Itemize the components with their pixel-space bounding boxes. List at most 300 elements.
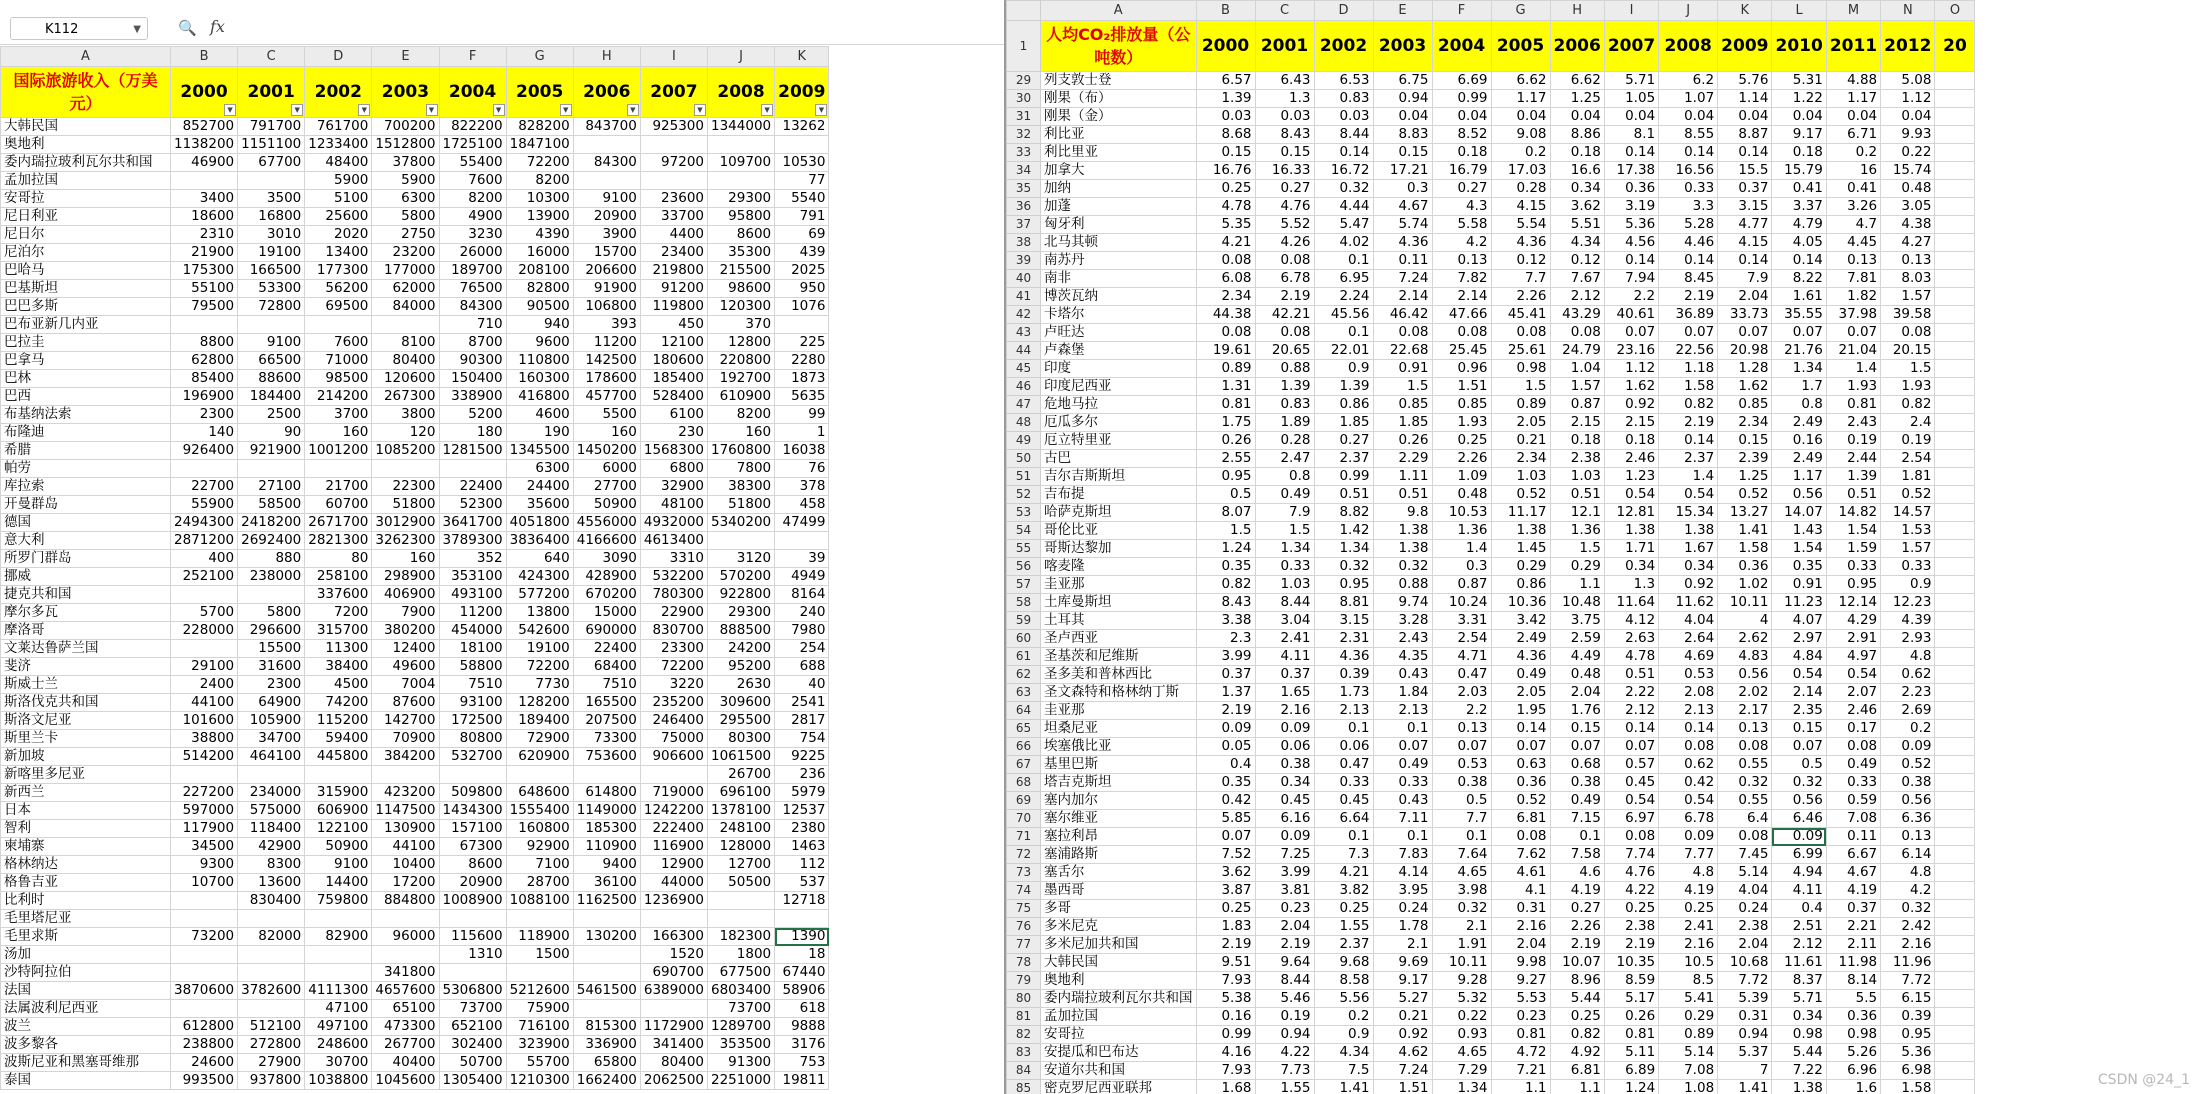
value-cell[interactable]: 0.52 xyxy=(1491,486,1550,504)
value-cell[interactable]: 0.47 xyxy=(1432,666,1491,684)
value-cell[interactable]: 352 xyxy=(439,550,506,568)
year-header-cell[interactable]: 2004 xyxy=(1432,21,1491,72)
country-cell[interactable]: 塔吉克斯坦 xyxy=(1041,774,1197,792)
value-cell[interactable]: 815300 xyxy=(573,1018,640,1036)
value-cell[interactable]: 165500 xyxy=(573,694,640,712)
row-number[interactable]: 58 xyxy=(1007,594,1041,612)
value-cell[interactable]: 13600 xyxy=(238,874,305,892)
value-cell[interactable]: 570200 xyxy=(708,568,775,586)
country-cell[interactable]: 塞舌尔 xyxy=(1041,864,1197,882)
value-cell[interactable] xyxy=(640,1000,707,1018)
value-cell[interactable]: 6.43 xyxy=(1255,72,1314,90)
value-cell[interactable]: 0.04 xyxy=(1604,108,1658,126)
value-cell[interactable]: 10400 xyxy=(372,856,439,874)
value-cell[interactable]: 1.25 xyxy=(1550,90,1604,108)
value-cell[interactable]: 2.34 xyxy=(1196,288,1255,306)
value-cell[interactable]: 0.18 xyxy=(1432,144,1491,162)
value-cell[interactable]: 27900 xyxy=(238,1054,305,1072)
value-cell[interactable]: 8200 xyxy=(506,172,573,190)
value-cell[interactable]: 2.55 xyxy=(1196,450,1255,468)
value-cell[interactable]: 7.5 xyxy=(1314,1062,1373,1080)
value-cell[interactable]: 3.3 xyxy=(1659,198,1718,216)
value-cell[interactable]: 3.15 xyxy=(1718,198,1772,216)
value-cell[interactable]: 2.03 xyxy=(1432,684,1491,702)
value-cell[interactable]: 2.37 xyxy=(1314,450,1373,468)
value-cell[interactable]: 0.87 xyxy=(1432,576,1491,594)
country-cell[interactable]: 奥地利 xyxy=(1041,972,1197,990)
value-cell[interactable]: 1.1 xyxy=(1550,1080,1604,1094)
value-cell[interactable]: 0.86 xyxy=(1491,576,1550,594)
value-cell[interactable]: 17.03 xyxy=(1491,162,1550,180)
value-cell[interactable]: 0.34 xyxy=(1255,774,1314,792)
country-cell[interactable]: 加拿大 xyxy=(1041,162,1197,180)
country-cell[interactable]: 基里巴斯 xyxy=(1041,756,1197,774)
year-header-cell[interactable] xyxy=(238,67,305,118)
value-cell[interactable]: 1.12 xyxy=(1881,90,1935,108)
country-cell[interactable]: 尼泊尔 xyxy=(1,244,171,262)
value-cell[interactable]: 73200 xyxy=(171,928,238,946)
value-cell[interactable]: 14.07 xyxy=(1772,504,1826,522)
value-cell[interactable]: 8200 xyxy=(439,190,506,208)
value-cell[interactable]: 3500 xyxy=(238,190,305,208)
value-cell[interactable]: 0.1 xyxy=(1314,828,1373,846)
value-cell[interactable] xyxy=(640,910,707,928)
value-cell[interactable]: 4.21 xyxy=(1314,864,1373,882)
value-cell[interactable]: 7.08 xyxy=(1659,1062,1718,1080)
value-cell[interactable]: 473300 xyxy=(372,1018,439,1036)
value-cell[interactable] xyxy=(1935,450,1975,468)
value-cell[interactable]: 10.11 xyxy=(1432,954,1491,972)
value-cell[interactable]: 73700 xyxy=(708,1000,775,1018)
value-cell[interactable]: 7004 xyxy=(372,676,439,694)
value-cell[interactable]: 0.08 xyxy=(1550,324,1604,342)
value-cell[interactable]: 0.83 xyxy=(1314,90,1373,108)
value-cell[interactable]: 5.44 xyxy=(1772,1044,1826,1062)
value-cell[interactable]: 10.07 xyxy=(1550,954,1604,972)
country-cell[interactable]: 比利时 xyxy=(1,892,171,910)
row-number[interactable]: 53 xyxy=(1007,504,1041,522)
value-cell[interactable]: 5.74 xyxy=(1373,216,1432,234)
country-cell[interactable]: 大韩民国 xyxy=(1041,954,1197,972)
country-cell[interactable]: 危地马拉 xyxy=(1041,396,1197,414)
value-cell[interactable] xyxy=(1935,306,1975,324)
value-cell[interactable]: 888500 xyxy=(708,622,775,640)
value-cell[interactable]: 62000 xyxy=(372,280,439,298)
value-cell[interactable]: 20.15 xyxy=(1881,342,1935,360)
value-cell[interactable]: 0.33 xyxy=(1373,774,1432,792)
header-title-cell[interactable]: 国际旅游收入（万美元） xyxy=(1,67,171,118)
value-cell[interactable]: 0.29 xyxy=(1491,558,1550,576)
country-cell[interactable]: 圣文森特和格林纳丁斯 xyxy=(1041,684,1197,702)
value-cell[interactable]: 2.4 xyxy=(1881,414,1935,432)
value-cell[interactable]: 0.42 xyxy=(1659,774,1718,792)
value-cell[interactable]: 5.53 xyxy=(1491,990,1550,1008)
country-cell[interactable]: 圣基茨和尼维斯 xyxy=(1041,648,1197,666)
value-cell[interactable]: 11.23 xyxy=(1772,594,1826,612)
value-cell[interactable]: 69 xyxy=(775,226,829,244)
value-cell[interactable]: 0.52 xyxy=(1491,792,1550,810)
value-cell[interactable]: 3.31 xyxy=(1432,612,1491,630)
value-cell[interactable]: 4.65 xyxy=(1432,1044,1491,1062)
value-cell[interactable] xyxy=(573,946,640,964)
value-cell[interactable]: 20900 xyxy=(573,208,640,226)
value-cell[interactable]: 5500 xyxy=(573,406,640,424)
value-cell[interactable]: 90 xyxy=(238,424,305,442)
value-cell[interactable]: 1.75 xyxy=(1196,414,1255,432)
value-cell[interactable]: 1.02 xyxy=(1718,576,1772,594)
value-cell[interactable]: 0.14 xyxy=(1659,720,1718,738)
country-cell[interactable]: 巴拿马 xyxy=(1,352,171,370)
value-cell[interactable]: 6.78 xyxy=(1659,810,1718,828)
row-number[interactable]: 76 xyxy=(1007,918,1041,936)
country-cell[interactable]: 博茨瓦纳 xyxy=(1041,288,1197,306)
value-cell[interactable]: 4.22 xyxy=(1255,1044,1314,1062)
value-cell[interactable]: 4.34 xyxy=(1550,234,1604,252)
value-cell[interactable]: 759800 xyxy=(305,892,372,910)
value-cell[interactable]: 4556000 xyxy=(573,514,640,532)
value-cell[interactable] xyxy=(1935,1062,1975,1080)
value-cell[interactable]: 1.81 xyxy=(1881,468,1935,486)
value-cell[interactable]: 10700 xyxy=(171,874,238,892)
value-cell[interactable]: 65100 xyxy=(372,1000,439,1018)
value-cell[interactable]: 7.93 xyxy=(1196,972,1255,990)
value-cell[interactable]: 1.83 xyxy=(1196,918,1255,936)
value-cell[interactable]: 185300 xyxy=(573,820,640,838)
value-cell[interactable]: 1172900 xyxy=(640,1018,707,1036)
country-cell[interactable]: 塞拉利昂 xyxy=(1041,828,1197,846)
value-cell[interactable]: 4.2 xyxy=(1432,234,1491,252)
value-cell[interactable]: 0.37 xyxy=(1718,180,1772,198)
value-cell[interactable]: 2.12 xyxy=(1772,936,1826,954)
value-cell[interactable]: 0.41 xyxy=(1772,180,1826,198)
column-header[interactable]: D xyxy=(1314,1,1373,21)
value-cell[interactable]: 1147500 xyxy=(372,802,439,820)
value-cell[interactable]: 12900 xyxy=(640,856,707,874)
value-cell[interactable]: 47.66 xyxy=(1432,306,1491,324)
value-cell[interactable]: 15500 xyxy=(238,640,305,658)
value-cell[interactable]: 2.2 xyxy=(1432,702,1491,720)
value-cell[interactable]: 1.95 xyxy=(1491,702,1550,720)
value-cell[interactable]: 160 xyxy=(708,424,775,442)
row-number[interactable]: 54 xyxy=(1007,522,1041,540)
value-cell[interactable]: 2.46 xyxy=(1826,702,1880,720)
value-cell[interactable] xyxy=(506,964,573,982)
value-cell[interactable]: 234000 xyxy=(238,784,305,802)
value-cell[interactable]: 45.41 xyxy=(1491,306,1550,324)
value-cell[interactable]: 1.34 xyxy=(1432,1080,1491,1094)
value-cell[interactable]: 2.11 xyxy=(1826,936,1880,954)
value-cell[interactable]: 606900 xyxy=(305,802,372,820)
value-cell[interactable]: 128200 xyxy=(506,694,573,712)
filter-dropdown-icon[interactable]: ▼ xyxy=(493,104,505,116)
value-cell[interactable]: 58906 xyxy=(775,982,829,1000)
value-cell[interactable]: 4.21 xyxy=(1196,234,1255,252)
value-cell[interactable]: 652100 xyxy=(439,1018,506,1036)
value-cell[interactable] xyxy=(1935,990,1975,1008)
value-cell[interactable]: 0.04 xyxy=(1491,108,1550,126)
value-cell[interactable]: 0.9 xyxy=(1314,1026,1373,1044)
value-cell[interactable] xyxy=(1935,702,1975,720)
value-cell[interactable]: 1236900 xyxy=(640,892,707,910)
value-cell[interactable] xyxy=(708,910,775,928)
value-cell[interactable]: 0.92 xyxy=(1604,396,1658,414)
value-cell[interactable] xyxy=(305,946,372,964)
value-cell[interactable]: 7.93 xyxy=(1196,1062,1255,1080)
value-cell[interactable]: 9.8 xyxy=(1373,504,1432,522)
value-cell[interactable]: 13400 xyxy=(305,244,372,262)
value-cell[interactable]: 0.82 xyxy=(1550,1026,1604,1044)
value-cell[interactable]: 9400 xyxy=(573,856,640,874)
value-cell[interactable]: 0.04 xyxy=(1550,108,1604,126)
value-cell[interactable] xyxy=(1935,882,1975,900)
country-cell[interactable]: 多米尼克 xyxy=(1041,918,1197,936)
value-cell[interactable]: 1.55 xyxy=(1314,918,1373,936)
value-cell[interactable]: 0.35 xyxy=(1196,774,1255,792)
value-cell[interactable]: 4.15 xyxy=(1718,234,1772,252)
value-cell[interactable]: 0.18 xyxy=(1604,432,1658,450)
column-header[interactable]: M xyxy=(1826,1,1880,21)
value-cell[interactable]: 1.55 xyxy=(1255,1080,1314,1094)
value-cell[interactable]: 1.4 xyxy=(1659,468,1718,486)
value-cell[interactable] xyxy=(506,910,573,928)
value-cell[interactable]: 1.5 xyxy=(1550,540,1604,558)
value-cell[interactable]: 7.83 xyxy=(1373,846,1432,864)
value-cell[interactable]: 0.11 xyxy=(1373,252,1432,270)
value-cell[interactable]: 160800 xyxy=(506,820,573,838)
value-cell[interactable]: 196900 xyxy=(171,388,238,406)
filter-dropdown-icon[interactable]: ▼ xyxy=(815,104,827,116)
country-cell[interactable]: 卢旺达 xyxy=(1041,324,1197,342)
value-cell[interactable]: 70900 xyxy=(372,730,439,748)
value-cell[interactable]: 16.72 xyxy=(1314,162,1373,180)
value-cell[interactable]: 4657600 xyxy=(372,982,439,1000)
value-cell[interactable]: 20900 xyxy=(439,874,506,892)
value-cell[interactable]: 1045600 xyxy=(372,1072,439,1090)
value-cell[interactable]: 0.32 xyxy=(1373,558,1432,576)
filter-dropdown-icon[interactable]: ▼ xyxy=(358,104,370,116)
value-cell[interactable]: 4.26 xyxy=(1255,234,1314,252)
value-cell[interactable]: 46900 xyxy=(171,154,238,172)
value-cell[interactable]: 4.11 xyxy=(1772,882,1826,900)
value-cell[interactable]: 2.05 xyxy=(1491,414,1550,432)
value-cell[interactable]: 23300 xyxy=(640,640,707,658)
value-cell[interactable]: 0.24 xyxy=(1373,900,1432,918)
value-cell[interactable]: 0.14 xyxy=(1314,144,1373,162)
value-cell[interactable]: 4.15 xyxy=(1491,198,1550,216)
row-number[interactable]: 67 xyxy=(1007,756,1041,774)
value-cell[interactable] xyxy=(1935,1026,1975,1044)
value-cell[interactable]: 0.53 xyxy=(1659,666,1718,684)
value-cell[interactable]: 0.4 xyxy=(1196,756,1255,774)
value-cell[interactable]: 1.7 xyxy=(1772,378,1826,396)
value-cell[interactable]: 0.08 xyxy=(1196,252,1255,270)
value-cell[interactable]: 21900 xyxy=(171,244,238,262)
chevron-down-icon[interactable]: ▼ xyxy=(133,24,141,35)
column-header[interactable]: C xyxy=(1255,1,1314,21)
value-cell[interactable]: 0.1 xyxy=(1314,324,1373,342)
value-cell[interactable]: 445800 xyxy=(305,748,372,766)
value-cell[interactable]: 6.64 xyxy=(1314,810,1373,828)
value-cell[interactable]: 7510 xyxy=(439,676,506,694)
value-cell[interactable]: 0.1 xyxy=(1373,828,1432,846)
value-cell[interactable]: 7.72 xyxy=(1881,972,1935,990)
value-cell[interactable]: 7.24 xyxy=(1373,270,1432,288)
value-cell[interactable]: 6000 xyxy=(573,460,640,478)
value-cell[interactable]: 337600 xyxy=(305,586,372,604)
value-cell[interactable]: 0.54 xyxy=(1659,486,1718,504)
value-cell[interactable]: 7 xyxy=(1718,1062,1772,1080)
value-cell[interactable]: 0.5 xyxy=(1432,792,1491,810)
value-cell[interactable]: 73700 xyxy=(439,1000,506,1018)
country-cell[interactable]: 利比里亚 xyxy=(1041,144,1197,162)
year-header-cell[interactable]: 2006 xyxy=(1550,21,1604,72)
value-cell[interactable]: 0.95 xyxy=(1196,468,1255,486)
row-number[interactable]: 71 xyxy=(1007,828,1041,846)
value-cell[interactable]: 2.49 xyxy=(1772,450,1826,468)
value-cell[interactable]: 42900 xyxy=(238,838,305,856)
value-cell[interactable]: 0.32 xyxy=(1314,558,1373,576)
value-cell[interactable]: 0.25 xyxy=(1604,900,1658,918)
value-cell[interactable] xyxy=(1935,162,1975,180)
value-cell[interactable]: 2.19 xyxy=(1196,936,1255,954)
value-cell[interactable]: 1001200 xyxy=(305,442,372,460)
value-cell[interactable]: 0.14 xyxy=(1659,144,1718,162)
value-cell[interactable]: 791 xyxy=(775,208,829,226)
country-cell[interactable]: 格林纳达 xyxy=(1,856,171,874)
value-cell[interactable]: 98500 xyxy=(305,370,372,388)
value-cell[interactable]: 2.13 xyxy=(1659,702,1718,720)
value-cell[interactable]: 9.93 xyxy=(1881,126,1935,144)
value-cell[interactable] xyxy=(1935,90,1975,108)
value-cell[interactable]: 0.07 xyxy=(1432,738,1491,756)
value-cell[interactable]: 5.11 xyxy=(1604,1044,1658,1062)
value-cell[interactable]: 2.14 xyxy=(1772,684,1826,702)
column-header[interactable]: B xyxy=(1196,1,1255,21)
column-header[interactable]: D xyxy=(305,47,372,67)
value-cell[interactable]: 0.22 xyxy=(1881,144,1935,162)
value-cell[interactable]: 97200 xyxy=(640,154,707,172)
value-cell[interactable]: 12700 xyxy=(708,856,775,874)
value-cell[interactable]: 5540 xyxy=(775,190,829,208)
year-header-cell[interactable]: 2010 xyxy=(1772,21,1826,72)
value-cell[interactable]: 0.8 xyxy=(1772,396,1826,414)
value-cell[interactable]: 4.04 xyxy=(1718,882,1772,900)
row-number[interactable]: 72 xyxy=(1007,846,1041,864)
value-cell[interactable]: 9.27 xyxy=(1491,972,1550,990)
value-cell[interactable]: 4.38 xyxy=(1881,216,1935,234)
value-cell[interactable]: 1.51 xyxy=(1432,378,1491,396)
value-cell[interactable]: 18600 xyxy=(171,208,238,226)
value-cell[interactable]: 2.14 xyxy=(1432,288,1491,306)
value-cell[interactable]: 8.52 xyxy=(1432,126,1491,144)
value-cell[interactable]: 1.25 xyxy=(1718,468,1772,486)
value-cell[interactable]: 338900 xyxy=(439,388,506,406)
value-cell[interactable] xyxy=(1935,684,1975,702)
value-cell[interactable]: 180600 xyxy=(640,352,707,370)
value-cell[interactable]: 0.1 xyxy=(1550,828,1604,846)
value-cell[interactable]: 12718 xyxy=(775,892,829,910)
value-cell[interactable] xyxy=(1935,558,1975,576)
value-cell[interactable]: 4.02 xyxy=(1314,234,1373,252)
filter-dropdown-icon[interactable]: ▼ xyxy=(761,104,773,116)
value-cell[interactable]: 8.03 xyxy=(1881,270,1935,288)
value-cell[interactable]: 16.56 xyxy=(1659,162,1718,180)
row-number[interactable]: 85 xyxy=(1007,1080,1041,1094)
row-number[interactable]: 65 xyxy=(1007,720,1041,738)
value-cell[interactable]: 2.41 xyxy=(1255,630,1314,648)
country-cell[interactable]: 智利 xyxy=(1,820,171,838)
name-box[interactable] xyxy=(10,17,148,40)
value-cell[interactable]: 10.24 xyxy=(1432,594,1491,612)
value-cell[interactable]: 0.14 xyxy=(1604,144,1658,162)
value-cell[interactable] xyxy=(1935,144,1975,162)
value-cell[interactable]: 2630 xyxy=(708,676,775,694)
value-cell[interactable]: 5.76 xyxy=(1718,72,1772,90)
value-cell[interactable]: 828200 xyxy=(506,118,573,136)
row-number[interactable]: 63 xyxy=(1007,684,1041,702)
value-cell[interactable]: 8.37 xyxy=(1772,972,1826,990)
value-cell[interactable]: 0.35 xyxy=(1772,558,1826,576)
value-cell[interactable]: 33.73 xyxy=(1718,306,1772,324)
value-cell[interactable]: 4.35 xyxy=(1373,648,1432,666)
value-cell[interactable]: 8164 xyxy=(775,586,829,604)
value-cell[interactable]: 384200 xyxy=(372,748,439,766)
value-cell[interactable] xyxy=(708,532,775,550)
column-header[interactable]: O xyxy=(1935,1,1975,21)
value-cell[interactable]: 677500 xyxy=(708,964,775,982)
value-cell[interactable]: 0.68 xyxy=(1550,756,1604,774)
value-cell[interactable]: 228000 xyxy=(171,622,238,640)
value-cell[interactable]: 180 xyxy=(439,424,506,442)
value-cell[interactable]: 4.65 xyxy=(1432,864,1491,882)
value-cell[interactable]: 0.21 xyxy=(1491,432,1550,450)
value-cell[interactable]: 55100 xyxy=(171,280,238,298)
value-cell[interactable]: 178600 xyxy=(573,370,640,388)
value-cell[interactable]: 0.03 xyxy=(1314,108,1373,126)
value-cell[interactable]: 690700 xyxy=(640,964,707,982)
value-cell[interactable]: 0.36 xyxy=(1826,1008,1880,1026)
value-cell[interactable]: 79500 xyxy=(171,298,238,316)
value-cell[interactable]: 925300 xyxy=(640,118,707,136)
value-cell[interactable]: 50900 xyxy=(305,838,372,856)
value-cell[interactable] xyxy=(171,892,238,910)
country-cell[interactable]: 委内瑞拉玻利瓦尔共和国 xyxy=(1,154,171,172)
value-cell[interactable]: 0.26 xyxy=(1196,432,1255,450)
value-cell[interactable]: 0.91 xyxy=(1373,360,1432,378)
column-header[interactable]: B xyxy=(171,47,238,67)
value-cell[interactable]: 2.35 xyxy=(1772,702,1826,720)
value-cell[interactable]: 8.07 xyxy=(1196,504,1255,522)
value-cell[interactable] xyxy=(708,172,775,190)
value-cell[interactable]: 0.14 xyxy=(1718,252,1772,270)
value-cell[interactable]: 0.56 xyxy=(1772,486,1826,504)
value-cell[interactable]: 2.23 xyxy=(1881,684,1935,702)
value-cell[interactable]: 8200 xyxy=(708,406,775,424)
value-cell[interactable]: 0.4 xyxy=(1772,900,1826,918)
value-cell[interactable]: 2692400 xyxy=(238,532,305,550)
value-cell[interactable]: 0.14 xyxy=(1604,252,1658,270)
value-cell[interactable]: 1.08 xyxy=(1659,1080,1718,1094)
value-cell[interactable]: 0.98 xyxy=(1491,360,1550,378)
value-cell[interactable]: 6.71 xyxy=(1826,126,1880,144)
value-cell[interactable]: 53300 xyxy=(238,280,305,298)
value-cell[interactable]: 1.14 xyxy=(1718,90,1772,108)
value-cell[interactable]: 7.62 xyxy=(1491,846,1550,864)
value-cell[interactable]: 0.08 xyxy=(1881,324,1935,342)
value-cell[interactable]: 172500 xyxy=(439,712,506,730)
value-cell[interactable]: 1.51 xyxy=(1373,1080,1432,1094)
value-cell[interactable] xyxy=(238,946,305,964)
